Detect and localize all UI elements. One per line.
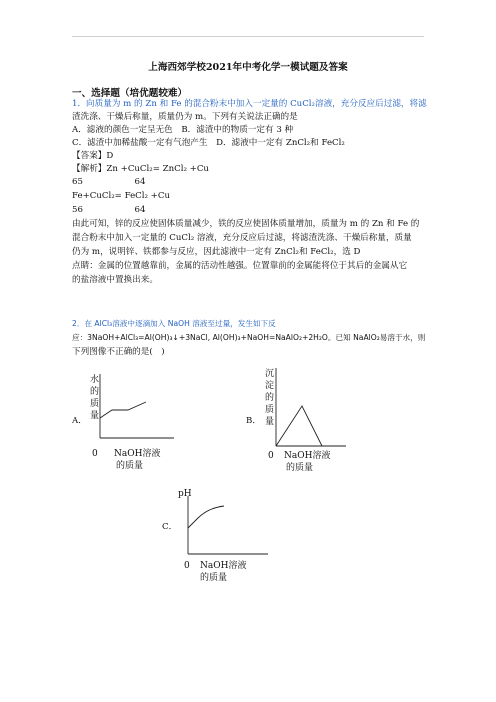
q1-explanation-line3: 仍为 m，说明锌、铁都参与反应，因此滤液中一定有 ZnCl₂和 FeCl₂，选 D (72, 247, 361, 257)
graph-b (262, 364, 382, 474)
graph-a-curve (100, 402, 146, 418)
graph-a-option-label: A． (72, 416, 87, 426)
q1-explanation-line1: 由此可知，锌的反应使固体质量减少，铁的反应使固体质量增加，质量为 m 的 Zn 和 Fe 的 (72, 219, 420, 229)
graph-b-ylabel-3: 的 (265, 393, 275, 403)
q1-mass-line1: 65 64 (72, 177, 146, 187)
graph-a-origin: 0 (92, 449, 98, 459)
q2-stem-line1: 2．在 AlCl₃溶液中逐滴加入 NaOH 溶液至过量，发生如下反 (72, 319, 276, 328)
graph-c (176, 484, 306, 584)
q2-stem-line3: 下列图像不正确的是( ) (72, 347, 165, 357)
graph-c-ylabel: pH (178, 489, 192, 499)
graph-b-ylabel-5: 量 (265, 417, 275, 427)
q2-stem-line2: 应：3NaOH+AlCl₃=Al(OH)₃↓+3NaCl, Al(OH)₃+NaOH=NaAlO₂+2H₂O。已知 NaAlO₂易溶于水，则 (72, 333, 426, 342)
q1-answer: 【答案】D (72, 151, 114, 161)
q1-options-cd: C．滤渣中加稀盐酸一定有气泡产生 D．滤液中一定有 ZnCl₂和 FeCl₂ (72, 138, 345, 148)
graph-c-option-label: C． (162, 522, 178, 532)
section-heading: 一、选择题（培优题较难） (72, 88, 188, 99)
q1-mass-line2: 56 64 (72, 205, 146, 215)
page-title: 上海西郊学校2021年中考化学一模试题及答案 (148, 62, 348, 73)
graph-a-xlabel-2: 的质量 (116, 461, 144, 471)
graph-b-ylabel-4: 质 (265, 405, 275, 415)
q1-options-ab: A．滤液的颜色一定呈无色 B．滤渣中的物质一定有 3 种 (72, 125, 294, 135)
graph-c-origin: 0 (184, 561, 190, 571)
graph-b-origin: 0 (268, 451, 274, 461)
graph-b-curve (276, 406, 322, 446)
graph-a (84, 370, 204, 470)
graph-a-ylabel-4: 量 (90, 411, 100, 421)
q1-tip-line2: 的盐溶液中置换出来。 (72, 275, 158, 285)
graph-a-ylabel-1: 水 (90, 375, 100, 385)
graph-b-xlabel-1: NaOH溶液 (284, 451, 331, 461)
q1-tip-line1: 点睛：金属的位置越靠前，金属的活动性越强。位置靠前的金属能将位于其后的金属从它 (72, 261, 408, 271)
graph-b-ylabel-2: 淀 (265, 381, 275, 391)
header-rule (72, 36, 424, 37)
q1-analysis-eq1: 【解析】Zn +CuCl₂= ZnCl₂ +Cu (72, 164, 209, 174)
graph-a-ylabel-3: 质 (90, 399, 100, 409)
graph-b-option-label: B． (246, 416, 261, 426)
q1-stem-line2: 渣洗涤、干燥后称量，质量仍为 m。下列有关说法正确的是 (72, 112, 298, 122)
graph-c-curve (188, 506, 224, 528)
graph-c-svg (176, 484, 306, 584)
graph-b-xlabel-2: 的质量 (286, 463, 314, 473)
q1-explanation-line2: 混合粉末中加入一定量的 CuCl₂ 溶液，充分反应后过滤，将滤渣洗涤、干燥后称量，质量 (72, 233, 412, 243)
q1-stem-line1: 1．向质量为 m 的 Zn 和 Fe 的混合粉末中加入一定量的 CuCl₂溶液，充分反应后过滤，将滤 (72, 99, 427, 109)
graph-c-xlabel-2: 的质量 (200, 573, 228, 583)
graph-b-svg (262, 364, 382, 474)
graph-a-svg (84, 370, 204, 470)
q1-analysis-eq2: Fe+CuCl₂= FeCl₂ +Cu (72, 191, 170, 201)
graph-a-ylabel-2: 的 (90, 387, 100, 397)
graph-c-xlabel-1: NaOH溶液 (200, 561, 247, 571)
graph-a-xlabel-1: NaOH溶液 (114, 449, 161, 459)
graph-b-ylabel-1: 沉 (265, 369, 275, 379)
